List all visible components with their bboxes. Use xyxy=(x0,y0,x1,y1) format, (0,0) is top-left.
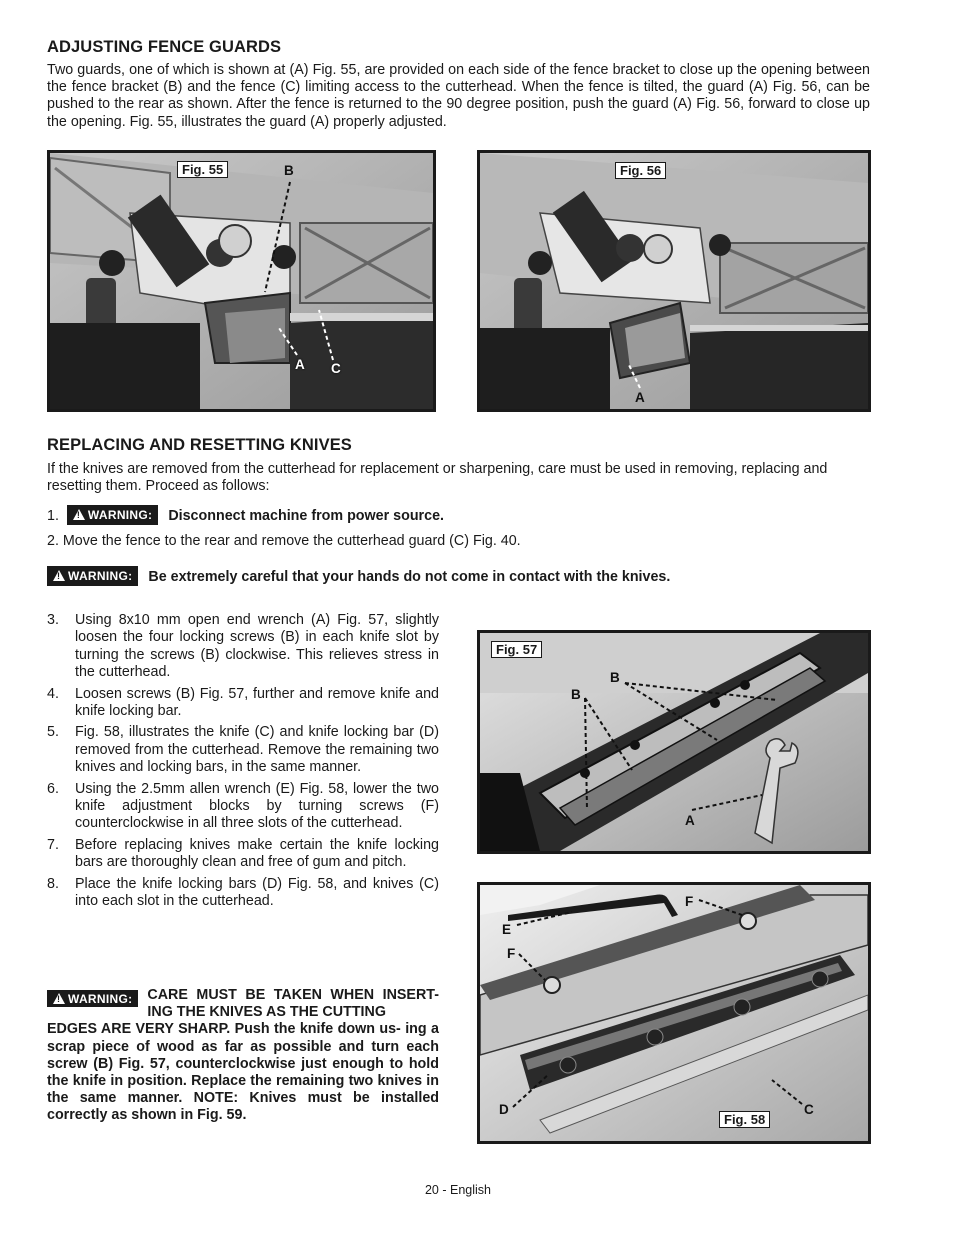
list-item: 6. Using the 2.5mm allen wrench (E) Fig. 58, lower the two knife adjustment blocks by turning screws (F) counterclockwise in all three slots of the cutterhead. xyxy=(47,780,439,832)
fig58-arrow-f1 xyxy=(699,900,742,915)
fig58-label-f-top: F xyxy=(685,894,694,909)
fig58-tag: Fig. 58 xyxy=(719,1111,770,1128)
fig55-label-a: A xyxy=(295,357,305,372)
section-title-replacing-knives: REPLACING AND RESETTING KNIVES xyxy=(47,436,352,454)
fig55-label-b: B xyxy=(284,163,294,178)
warning-hands-text: Be extremely careful that your hands do not come in contact with the knives. xyxy=(148,569,671,585)
warning-triangle-icon xyxy=(53,570,65,581)
warning-badge-1: ! WARNING: xyxy=(67,505,158,525)
fig55-callout-arrows xyxy=(47,150,436,412)
fig57-callout-arrows xyxy=(477,630,871,854)
fig58-arrow-e xyxy=(517,912,572,925)
warning-sharp-body: EDGES ARE VERY SHARP. Push the knife down us- ing a scrap piece of wood as far as possible and turn each screw (B) Fig. 57, counterclockwise just enough to hold the knife in position. Replace the remaining two knives in the same manner. NOTE: Knives must be installed correctly as shown in Fig. 59. xyxy=(47,1021,439,1124)
section-title-adjusting-fence-guards: ADJUSTING FENCE GUARDS xyxy=(47,38,282,56)
fig55-arrow-b xyxy=(265,182,290,292)
fig58-label-c: C xyxy=(804,1102,814,1117)
step-1 xyxy=(47,505,870,525)
fig57-tag: Fig. 57 xyxy=(491,641,542,658)
fig58-arrow-f2 xyxy=(519,954,545,980)
fig58-label-f-left: F xyxy=(507,946,516,961)
fig55-label-c: C xyxy=(331,361,341,376)
fig57-arrow-b3 xyxy=(585,698,632,770)
steps-list xyxy=(47,612,439,915)
fig55-arrow-c xyxy=(319,310,333,360)
warning-badge-3: !WARNING: xyxy=(47,990,138,1007)
fig56-arrow-a xyxy=(629,365,640,388)
section-body-fence-guards: Two guards, one of which is shown at (A) Fig. 55, are provided on each side of the fence bracket to close up the opening between the fence bracket (B) and the fence (C) limiting access to the cutterhead. When the fence is tilted, the guard (A) Fig. 56, can be pushed to the rear as shown. After the fence is returned to the 90 degree position, push the guard (A) Fig. 56, forward to close up the opening. Fig. 55, illustrates the guard (A) properly adjusted. xyxy=(47,62,870,130)
fig56-callout-arrows xyxy=(477,150,871,412)
fig56-label-a: A xyxy=(635,390,645,405)
warning-hands xyxy=(47,566,870,586)
fig57-label-b-left: B xyxy=(571,687,581,702)
list-item: 3. Using 8x10 mm open end wrench (A) Fig. 57, slightly loosen the four locking screws (B) in each knife slot by turning the screws (B) clockwise. This relieves stress in the cutterhead. xyxy=(47,612,439,681)
fig58-label-d: D xyxy=(499,1102,509,1117)
fig57-arrow-b4 xyxy=(585,698,587,810)
warning-triangle-icon xyxy=(53,993,65,1004)
warning-sharp-head: CARE MUST BE TAKEN WHEN INSERT- ING THE KNIVES AS THE CUTTING xyxy=(147,987,439,1021)
step-1-text: Disconnect machine from power source. xyxy=(168,508,444,524)
fig58-callout-arrows xyxy=(477,882,871,1144)
step-1-number: 1. xyxy=(47,508,59,524)
warning-triangle-icon xyxy=(73,509,85,520)
fig58-arrow-c xyxy=(772,1080,802,1104)
fig57-label-b-top: B xyxy=(610,670,620,685)
fig58-label-e: E xyxy=(502,922,512,937)
fig57-arrow-a xyxy=(692,795,762,810)
fig57-arrow-b1 xyxy=(625,683,777,700)
fig58-arrow-d xyxy=(513,1074,549,1107)
list-item: 5. Fig. 58, illustrates the knife (C) and knife locking bar (D) removed from the cutterhead. Remove the remaining two knives and locking bars, in the same manner. xyxy=(47,724,439,776)
fig56-tag: Fig. 56 xyxy=(615,162,666,179)
fig55-arrow-a xyxy=(279,328,297,355)
fig55-tag: Fig. 55 xyxy=(177,161,228,178)
section-intro-knives: If the knives are removed from the cutterhead for replacement or sharpening, care must be used in removing, replacing and resetting them. Proceed as follows: xyxy=(47,461,828,495)
list-item: 7. Before replacing knives make certain the knife locking bars are thoroughly clean and free of gum and pitch. xyxy=(47,836,439,871)
page-footer: 20 - English xyxy=(424,1183,491,1197)
step-2: 2. Move the fence to the rear and remove the cutterhead guard (C) Fig. 40. xyxy=(47,533,521,549)
warning-badge-2: !WARNING: xyxy=(47,566,138,586)
list-item: 8. Place the knife locking bars (D) Fig. 58, and knives (C) into each slot in the cutterhead. xyxy=(47,875,439,910)
list-item: 4. Loosen screws (B) Fig. 57, further and remove knife and knife locking bar. xyxy=(47,685,439,720)
fig57-label-a: A xyxy=(685,813,695,828)
warning-sharp-knives xyxy=(47,987,439,1125)
